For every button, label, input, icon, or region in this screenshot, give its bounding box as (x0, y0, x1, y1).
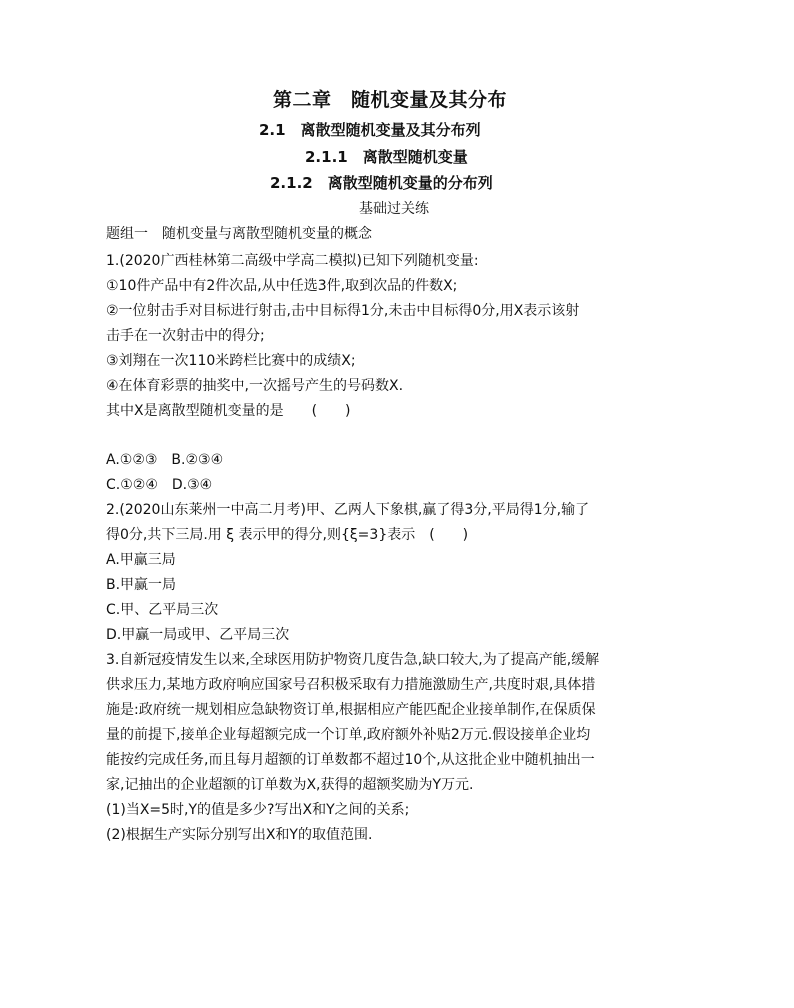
practice-level-title: 基础过关练 (359, 201, 429, 217)
question-1-item: ①10件产品中有2件次品,从中任选3件,取到次品的件数X; (106, 278, 458, 294)
question-1-item: ④在体育彩票的抽奖中,一次摇号产生的号码数X. (106, 378, 404, 394)
question-1-item: 击手在一次射击中的得分; (106, 328, 265, 344)
subsection-title-1: 2.1.1 离散型随机变量 (305, 148, 468, 166)
question-1-options: C.①②④ D.③④ (106, 477, 213, 493)
question-2-option: C.甲、乙平局三次 (106, 602, 219, 618)
chapter-title: 第二章 随机变量及其分布 (273, 89, 508, 111)
question-1-options: A.①②③ B.②③④ (106, 452, 224, 468)
question-2-stem: 得0分,共下三局.用 ξ 表示甲的得分,则{ξ=3}表示 ( ) (106, 527, 469, 543)
question-3-stem: 家,记抽出的企业超额的订单数为X,获得的超额奖励为Y万元. (106, 777, 474, 793)
question-3-stem: 施是:政府统一规划相应急缺物资订单,根据相应产能匹配企业接单制作,在保质保 (106, 702, 596, 718)
question-1-stem: 1.(2020广西桂林第二高级中学高二模拟)已知下列随机变量: (106, 253, 479, 269)
question-2-option: B.甲赢一局 (106, 577, 177, 593)
question-3-part: (1)当X=5时,Y的值是多少?写出X和Y之间的关系; (106, 802, 410, 818)
question-2-option: A.甲赢三局 (106, 552, 176, 568)
question-1-item: ③刘翔在一次110米跨栏比赛中的成绩X; (106, 353, 356, 369)
question-3-stem: 供求压力,某地方政府响应国家号召积极采取有力措施激励生产,共度时艰,具体措 (106, 677, 596, 693)
section-title: 2.1 离散型随机变量及其分布列 (259, 121, 481, 139)
question-3-stem: 量的前提下,接单企业每超额完成一个订单,政府额外补贴2万元.假设接单企业均 (106, 727, 591, 743)
group-title: 题组一 随机变量与离散型随机变量的概念 (106, 226, 372, 242)
question-3-stem: 能按约完成任务,而且每月超额的订单数都不超过10个,从这批企业中随机抽出一 (106, 752, 595, 768)
subsection-title-2: 2.1.2 离散型随机变量的分布列 (270, 174, 493, 192)
question-1-item: ②一位射击手对目标进行射击,击中目标得1分,未击中目标得0分,用X表示该射 (106, 303, 580, 319)
question-1-ask: 其中X是离散型随机变量的是 ( ) (106, 403, 351, 419)
question-2-option: D.甲赢一局或甲、乙平局三次 (106, 627, 290, 643)
question-3-stem: 3.自新冠疫情发生以来,全球医用防护物资几度告急,缺口较大,为了提高产能,缓解 (106, 652, 600, 668)
question-3-part: (2)根据生产实际分别写出X和Y的取值范围. (106, 827, 373, 843)
question-2-stem: 2.(2020山东莱州一中高二月考)甲、乙两人下象棋,赢了得3分,平局得1分,输了 (106, 502, 590, 518)
